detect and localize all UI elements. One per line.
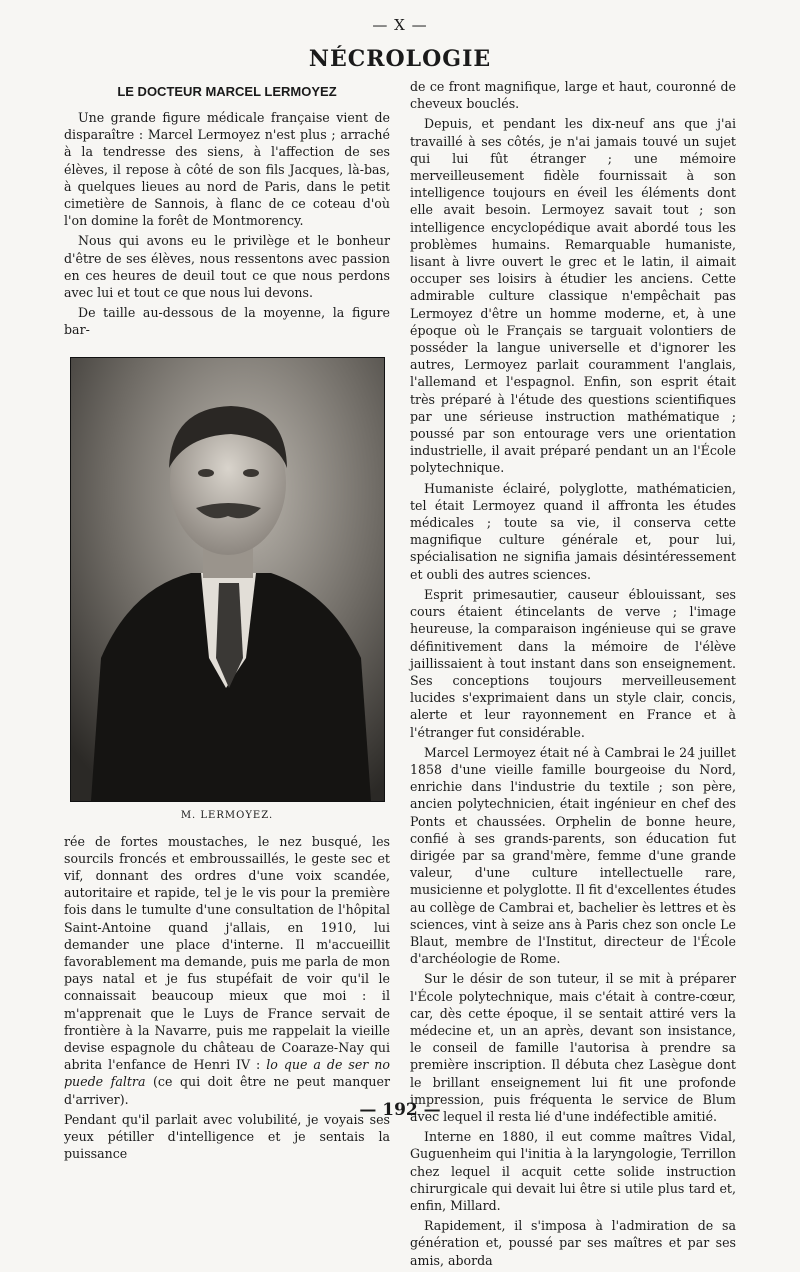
portrait-photo: [70, 357, 385, 802]
portrait-illustration: [71, 358, 384, 801]
paragraph: Humaniste éclairé, polyglotte, mathématicien, tel était Lermoyez quand il affronta les études médicales ; toute sa vie, il conserva cette magnifique culture générale et, pour lui, spécialisation ne signifia jamais désintéressement et oubli des autres sciences.: [410, 480, 736, 582]
paragraph: Rapidement, il s'imposa à l'admiration de sa génération et, poussé par ses maîtres et par ses amis, aborda: [410, 1218, 736, 1268]
paragraph: Marcel Lermoyez était né à Cambrai le 24 juillet 1858 d'une vieille famille bourgeoise du Nord, enrichie dans l'industrie du textile ; son père, ancien polytechnicien, était ingénieur en chef des Ponts et chaussées. Orphelin de bonne heure, confié à ses grands-parents, son éducation fut dirigée par sa grand'mère, femme d'une grande valeur, d'une culture intellectuelle rare, musicienne et polyglotte. Il fit d'excellentes études au collège de Cambrai et, bachelier ès lettres et ès sciences, vint à seize ans à Paris chez son oncle Le Blaut, membre de l'Institut, directeur de l'École d'archéologie de Rome.: [410, 744, 736, 967]
left-column: [64, 78, 390, 1166]
page-number: — 192 —: [359, 1100, 441, 1120]
paragraph: de ce front magnifique, large et haut, couronné de cheveux bouclés.: [410, 79, 736, 112]
paragraph: [64, 833, 390, 1108]
paragraph: Esprit primesautier, causeur éblouissant, ses cours étaient étincelants de verve ; l'image heureuse, la comparaison ingénieuse qui se grave définitivement dans la mémoire de l'élève jaillissaient à tout instant dans son enseignement. Ses conceptions toujours merveilleusement lucides s'exprimaient dans un style clair, concis, alerte et leur rayonnement en France et à l'étranger fut considérable.: [410, 586, 736, 740]
article-title: LE DOCTEUR MARCEL LERMOYEZ: [117, 84, 337, 99]
photo-caption: M. LERMOYEZ.: [180, 809, 274, 821]
paragraph: Une grande figure médicale française vient de disparaître : Marcel Lermoyez n'est plus ; arraché à la tendresse des siens, à l'affection de ses élèves, il repose à côté de son fils Jacques, là-bas, à quelques lieues au nord de Paris, dans le petit cimetière de Sannois, à flanc de ce coteau d'où l'on domine la forêt de Montmorency.: [64, 110, 390, 229]
paragraph: De taille au-dessous de la moyenne, la figure bar-: [64, 305, 390, 338]
paragraph-text: rée de fortes moustaches, le nez busqué, les sourcils froncés et embroussaillés, le geste sec et vif, donnant des ordres d'une voix scandée, autoritaire et rapide, tel je le vis pour la première fois dans le tumulte d'une consultation de l'hôpital Saint-Antoine quand j'allais, en 1910, lui demander une place d'interne. Il m'accueillit favorablement ma demande, puis me parla de mon pays natal et je fus stupéfait de voir qu'il le connaissait beaucoup mieux que moi : il m'apprenait que le Luys de France servait de frontière à la Navarre, puis me rappelait la vieille devise espagnole du château de Coaraze-Nay qui abrita l'enfance de Henri IV :: [64, 833, 390, 1073]
paragraph: Sur le désir de son tuteur, il se mit à préparer l'École polytechnique, mais c'était à contre-cœur, car, dès cette époque, il se sentait attiré vers la médecine et, un an après, devant son insistance, le conseil de famille l'autorisa à prendre sa première inscription. Il débuta chez Lasègue dont le brillant enseignement lui fit une profonde impression, puis fréquenta le service de Blum avec lequel il resta lié d'une indéfectible amitié.: [410, 971, 736, 1124]
paragraph: Interne en 1880, il eut comme maîtres Vidal, Guguenheim qui l'initia à la laryngologie, Terrillon chez lequel il acquit cette solide instruction chirurgicale qui devait lui être si utile plus tard et, enfin, Millard.: [410, 1129, 736, 1213]
spanish-motto: lo que a de ser no puede faltra: [64, 1057, 390, 1090]
paragraph: Depuis, et pendant les dix-neuf ans que j'ai travaillé à ses côtés, je n'ai jamais touvé un sujet qui lui fût étranger ; une mémoire merveilleusement fidèle fournissait à son intelligence toujours en éveil les éléments dont elle avait besoin. Lermoyez savait tout ; son intelligence encyclopédique avait abordé tous les problèmes humains. Remarquable humaniste, lisant à livre ouvert le grec et le latin, il aimait occuper ses loisirs à étudier les anciens. Cette admirable culture classique n'empêchait pas Lermoyez d'être un homme moderne, et, à une époque où le Français se targuait volontiers de posséder la langue universelle et d'ignorer les autres, Lermoyez parlait couramment l'anglais, l'allemand et l'espagnol. Enfin, son esprit était très préparé à l'étude des questions scientifiques par une sérieuse instruction mathématique ; poussé par son entourage vers une orientation industrielle, il avait préparé pendant un an l'École polytechnique.: [410, 116, 736, 476]
page-marker: — X —: [372, 16, 428, 34]
right-column: [410, 78, 736, 1272]
paragraph-text: (ce qui doit être ne peut manquer d'arriver).: [64, 1074, 390, 1107]
section-title: NÉCROLOGIE: [308, 46, 492, 72]
paragraph: Pendant qu'il parlait avec volubilité, je voyais ses yeux pétiller d'intelligence et je sentais la puissance: [64, 1111, 390, 1162]
paragraph: Nous qui avons eu le privilège et le bonheur d'être de ses élèves, nous ressentons avec passion en ces heures de deuil tout ce que nous perdons avec lui et tout ce que nous lui devons.: [64, 233, 390, 301]
